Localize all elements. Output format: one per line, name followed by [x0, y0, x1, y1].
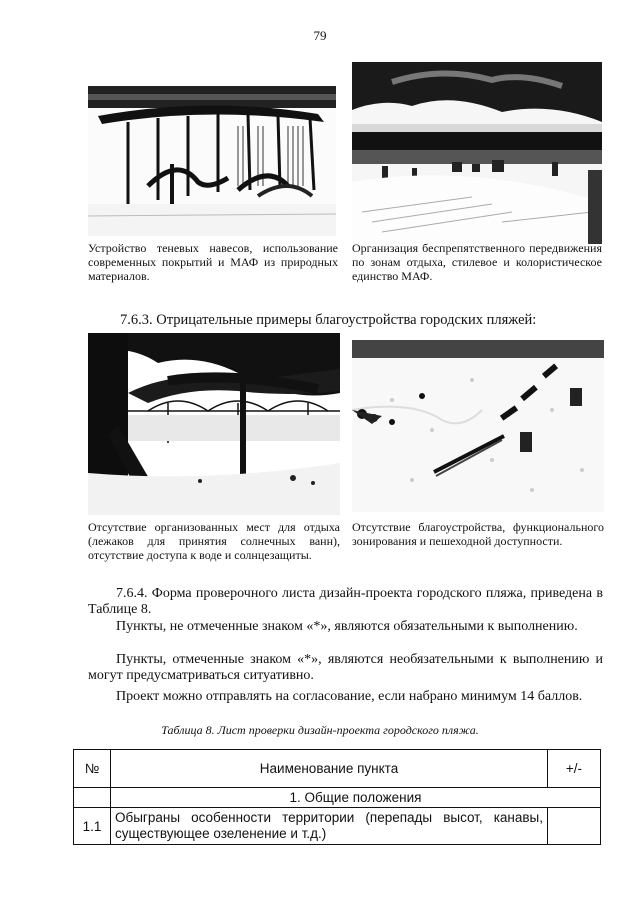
caption-umbrella-bridge: Отсутствие организованных мест для отдыха (лежаков для принятия солнечных ванн), отсутствие доступа к воде и солнцезащиты.: [88, 520, 340, 562]
paragraph-optional: Пункты, отмеченные знаком «*», являются необязательными к выполнению и могут предусматриваться ситуативно.: [88, 652, 603, 683]
table-row: [74, 808, 601, 845]
row-number: 1.1: [74, 808, 111, 845]
page-number: 79: [313, 28, 327, 43]
caption-beach-promenade: Организация беспрепятственного передвижения по зонам отдыха, стилевое и колористическое единство МАФ.: [352, 241, 602, 283]
header-number: №: [74, 750, 111, 788]
paragraph-checklist-form: 7.6.4. Форма проверочного листа дизайн-проекта городского пляжа, приведена в Таблице 8.: [88, 586, 603, 617]
caption-shade-canopies: Устройство теневых навесов, использование современных покрытий и МАФ из природных материалов.: [88, 241, 338, 283]
table-header-row: [74, 750, 601, 788]
photo-shade-canopies: [88, 86, 336, 236]
paragraph-mandatory: Пункты, не отмеченные знаком «*», являются обязательными к выполнению.: [116, 619, 578, 634]
checklist-table: [73, 749, 601, 845]
table-title: Таблица 8. Лист проверки дизайн-проекта городского пляжа.: [161, 723, 479, 737]
header-mark: +/-: [548, 750, 601, 788]
photo-beach-promenade: [352, 62, 602, 244]
section-title: 1. Общие положения: [111, 788, 601, 808]
photo-empty-beach: [352, 340, 604, 512]
caption-empty-beach: Отсутствие благоустройства, функционального зонирования и пешеходной доступности.: [352, 520, 604, 548]
row-mark[interactable]: [548, 808, 601, 845]
row-text: Обыграны особенности территории (перепады высот, канавы, существующее озеленение и т.д.): [111, 808, 548, 845]
section-number-cell: [74, 788, 111, 808]
table-section-row: [74, 788, 601, 808]
paragraph-approval: Проект можно отправлять на согласование, если набрано минимум 14 баллов.: [116, 689, 583, 704]
section-heading: 7.6.3. Отрицательные примеры благоустройства городских пляжей:: [120, 312, 537, 328]
header-item-name: Наименование пункта: [111, 750, 548, 788]
photo-umbrella-bridge: [88, 333, 340, 515]
